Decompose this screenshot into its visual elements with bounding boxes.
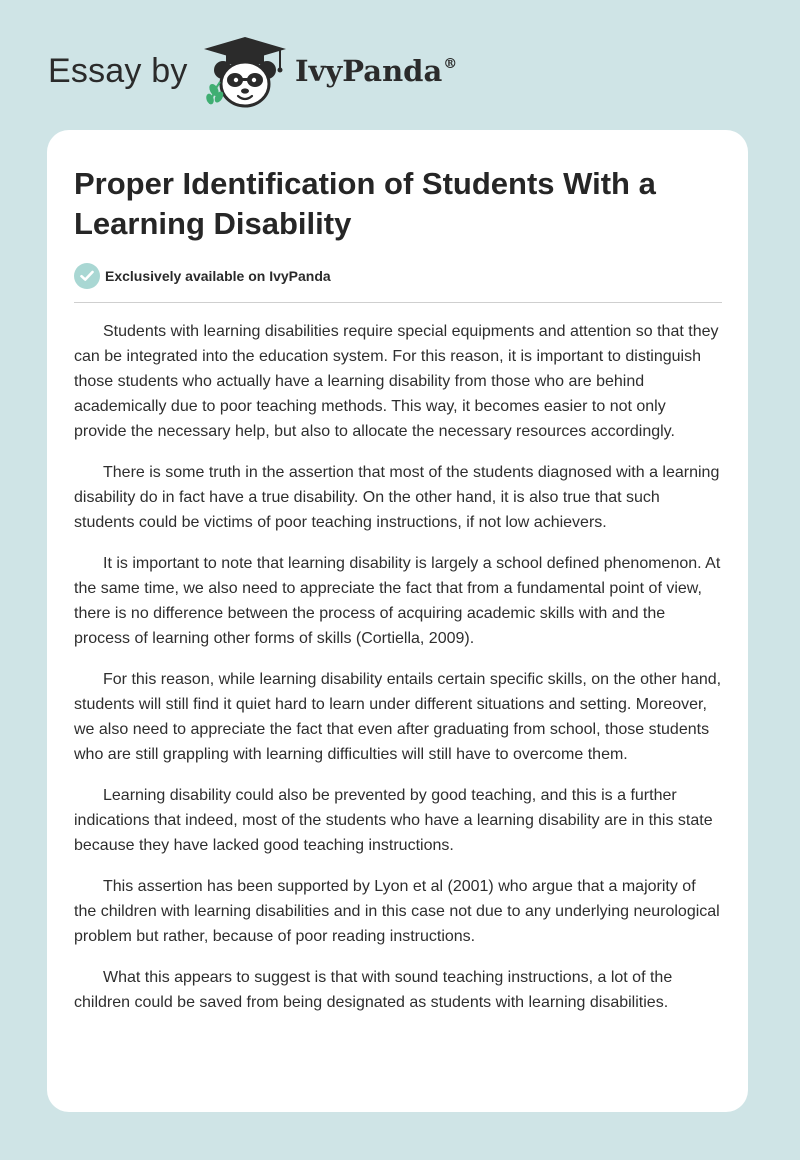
registered-mark: ® [443, 56, 458, 72]
paragraph: For this reason, while learning disability entails certain specific skills, on the other hand, students will still find it quiet hard to learn under different situations and setting. Moreover, we also need to appreciate the fact that even after graduating from school, those students who are still grappling with learning difficulties will still have to overcome them. [74, 671, 722, 763]
essay-by-label: Essay by [48, 52, 188, 90]
divider [74, 302, 722, 303]
exclusive-badge [74, 263, 474, 289]
brand-name-text: IvyPanda [295, 54, 443, 88]
panda-graduate-icon[interactable] [200, 34, 290, 110]
paragraph: Students with learning disabilities require special equipments and attention so that they can be integrated into the education system. For this reason, it is important to distinguish those students who actually have a learning disability from those who are behind academically due to poor teaching methods. This way, it becomes easier to not only provide the necessary help, but also to allocate the necessary resources accordingly. [74, 323, 719, 440]
essay-title: Proper Identification of Students With a Learning Disability [74, 166, 656, 241]
exclusive-badge-text: Exclusively available on IvyPanda [105, 268, 331, 284]
paragraph: It is important to note that learning disability is largely a school defined phenomenon. At the same time, we also need to appreciate the fact that from a fundamental point of view, there is no difference between the process of acquiring academic skills with and the process of learning other forms of skills (Cortiella, 2009). [74, 555, 721, 647]
paragraph: This assertion has been supported by Lyon et al (2001) who argue that a majority of the children with learning disabilities and in this case not due to any underlying neurological problem but rather, because of poor reading instructions. [74, 878, 720, 945]
check-icon [74, 263, 100, 289]
site-header [48, 34, 748, 114]
paragraph: There is some truth in the assertion that most of the students diagnosed with a learning disability do in fact have a true disability. On the other hand, it is also true that such students could be victims of poor teaching instructions, if not low achievers. [74, 464, 720, 531]
brand-name[interactable] [295, 54, 457, 88]
paragraph: What this appears to suggest is that with sound teaching instructions, a lot of the children could be saved from being designated as students with learning disabilities. [74, 969, 673, 1011]
essay-card [47, 130, 748, 1112]
essay-body [74, 319, 722, 1031]
paragraph: Learning disability could also be prevented by good teaching, and this is a further indications that indeed, most of the students who have a learning disability are in this state because they have lacked good teaching instructions. [74, 787, 713, 854]
